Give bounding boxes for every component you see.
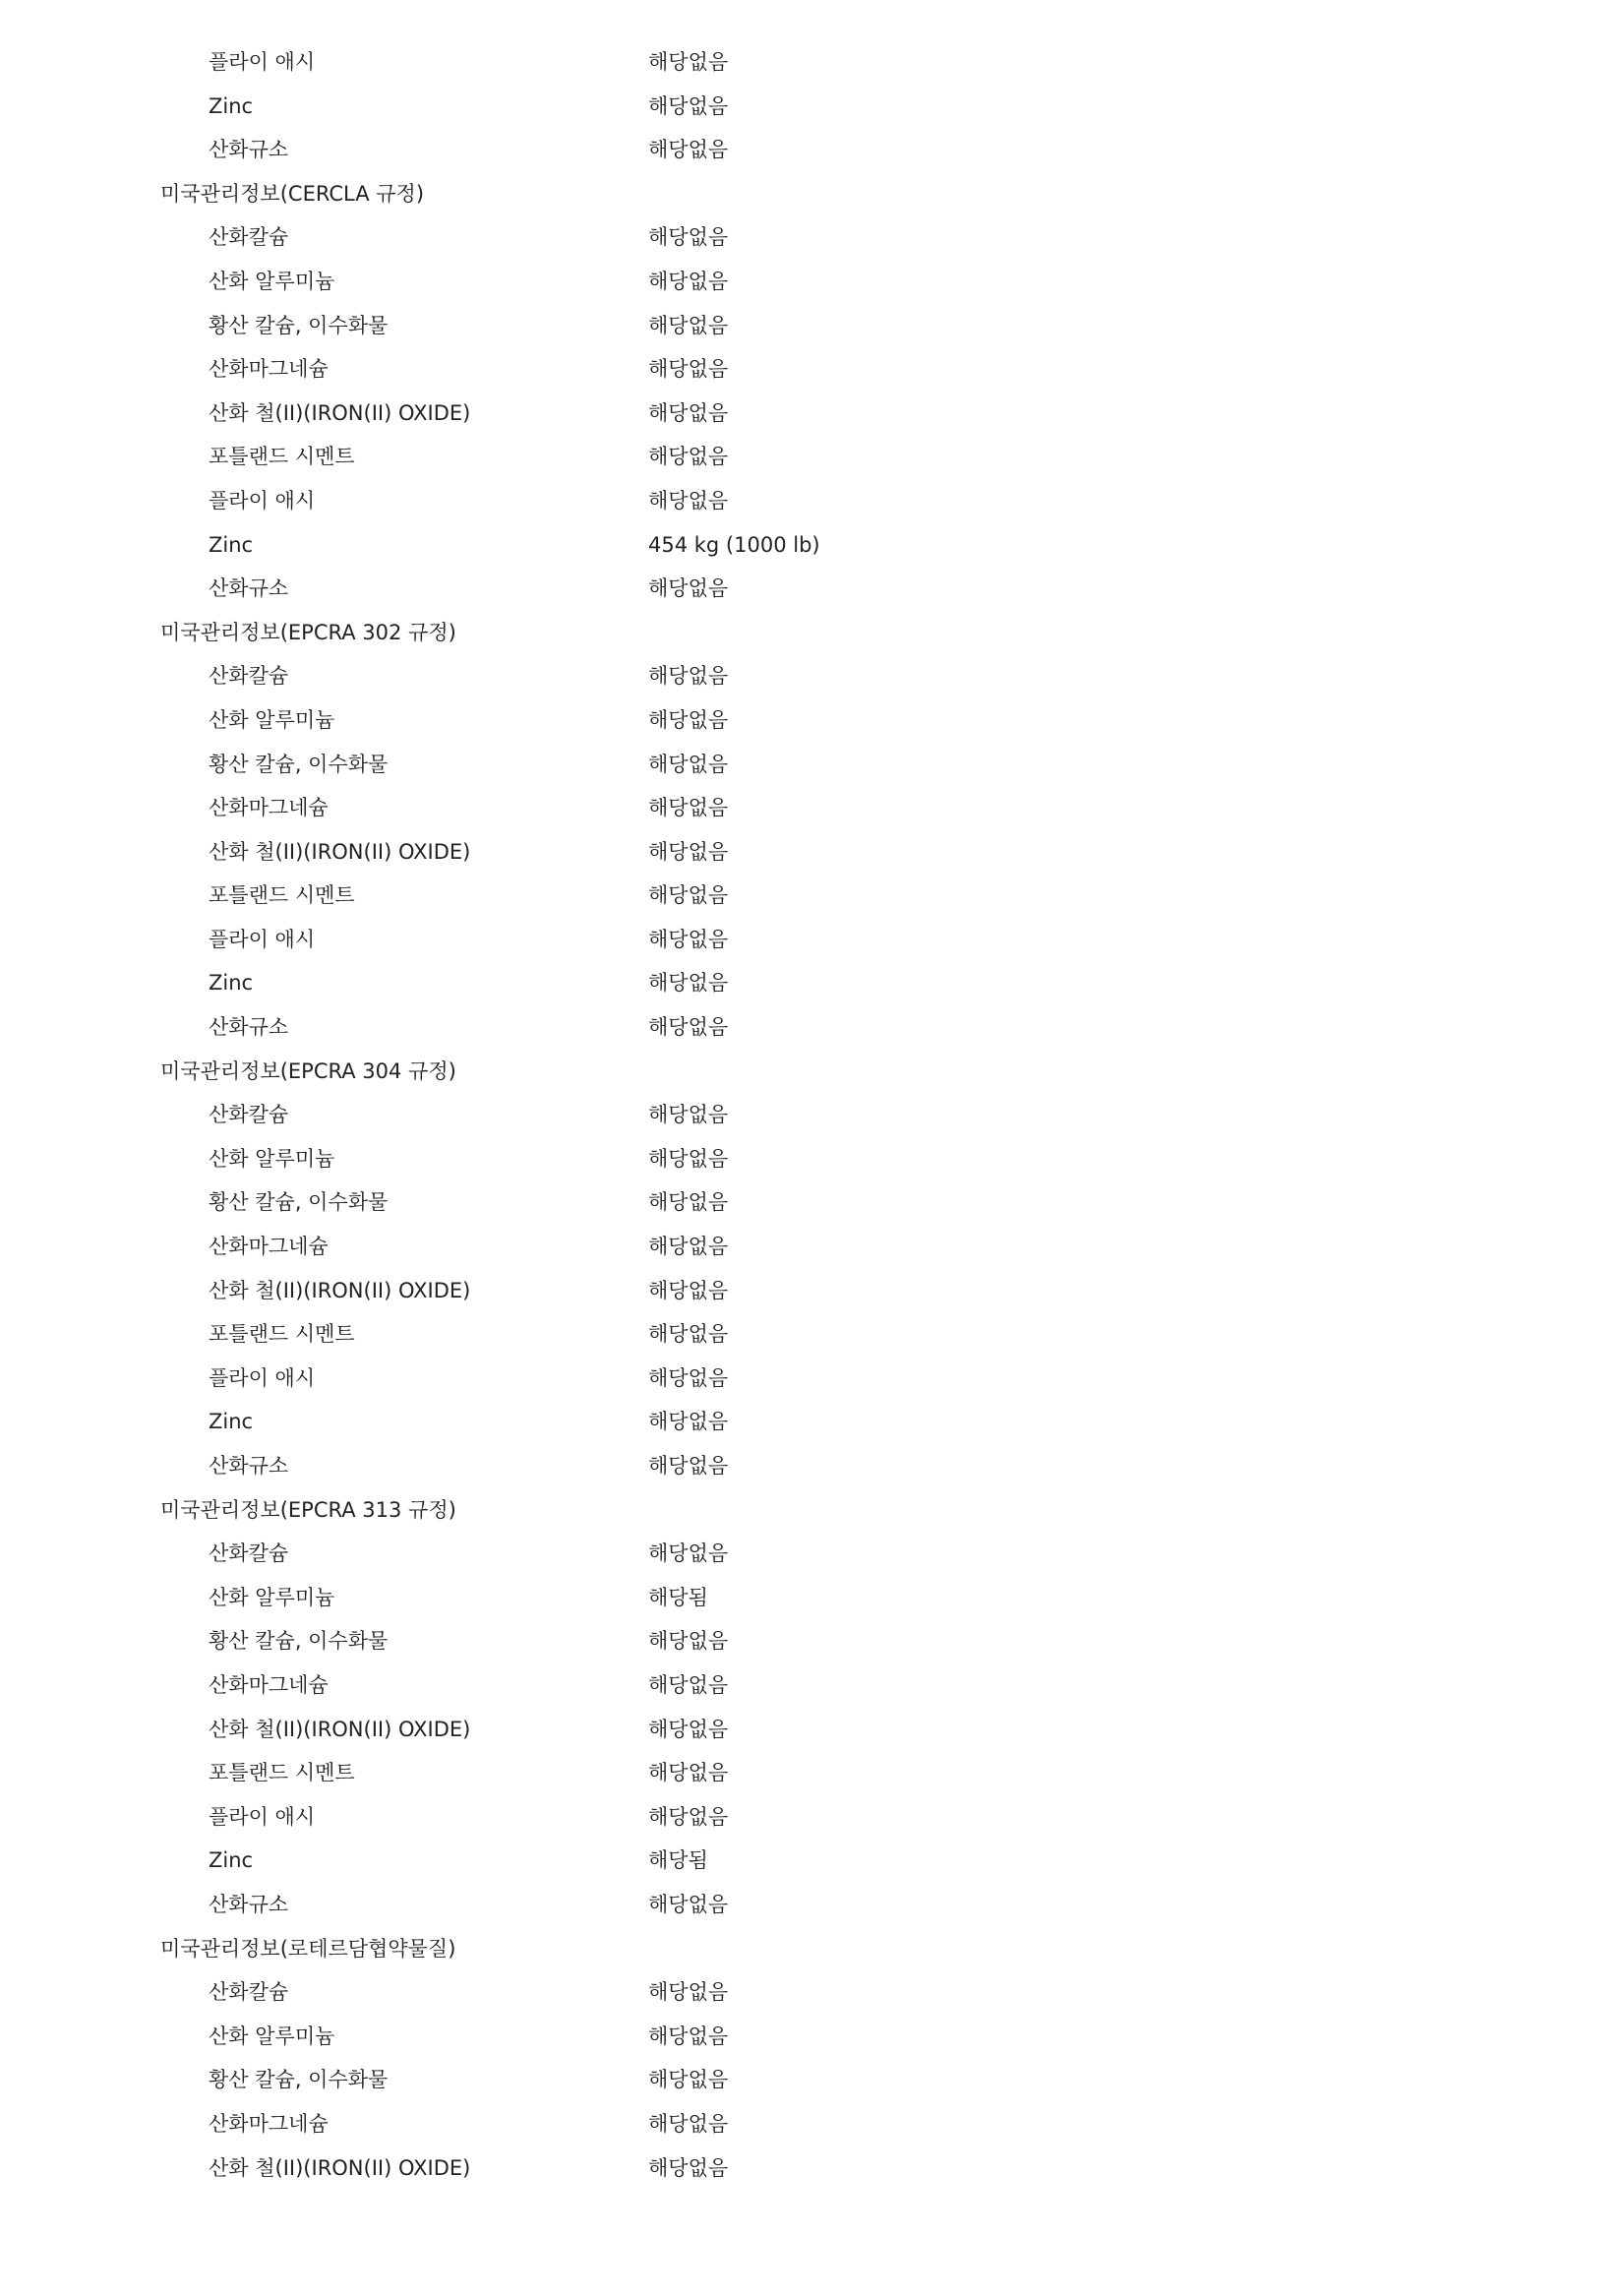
- substance-name: 산화규소: [209, 138, 289, 162]
- substance-name: 산화 알루미늄: [209, 269, 335, 293]
- regulatory-status: 해당없음: [648, 752, 729, 776]
- substance-row: [0, 1005, 1621, 1050]
- substance-name: 포틀랜드 시멘트: [209, 445, 355, 469]
- substance-row: [0, 786, 1621, 830]
- substance-name: 산화규소: [209, 576, 289, 601]
- substance-name: 플라이 애시: [209, 1365, 316, 1390]
- section-header: 미국관리정보(로테르담협약물질): [160, 1936, 456, 1961]
- substance-row: [0, 347, 1621, 392]
- substance-row: [0, 1576, 1621, 1620]
- substance-row: [0, 567, 1621, 611]
- substance-name: Zinc: [209, 93, 254, 118]
- substance-row: [0, 479, 1621, 523]
- substance-row: [0, 40, 1621, 85]
- regulatory-status: 해당없음: [648, 796, 729, 820]
- substance-name: 산화 철(II)(IRON(II) OXIDE): [209, 839, 471, 864]
- substance-row: [0, 1400, 1621, 1444]
- regulatory-status: 해당없음: [648, 1103, 729, 1127]
- substance-name: 산화칼슘: [209, 225, 289, 250]
- substance-row: [0, 2058, 1621, 2102]
- substance-row: [0, 698, 1621, 743]
- regulatory-status: 해당없음: [648, 1454, 729, 1478]
- substance-row: [0, 85, 1621, 129]
- substance-name: Zinc: [209, 1410, 254, 1434]
- substance-name: 산화칼슘: [209, 1980, 289, 2005]
- substance-name: 산화마그네슘: [209, 1235, 329, 1259]
- substance-name: 플라이 애시: [209, 927, 316, 951]
- regulatory-status: 해당없음: [648, 93, 729, 118]
- substance-name: 포틀랜드 시멘트: [209, 1322, 355, 1347]
- regulatory-status: 해당없음: [648, 138, 729, 162]
- substance-row: [0, 1663, 1621, 1708]
- substance-name: Zinc: [209, 532, 254, 557]
- regulatory-status: 해당없음: [648, 1410, 729, 1434]
- substance-row: [0, 743, 1621, 787]
- regulatory-status: 해당없음: [648, 313, 729, 337]
- substance-name: 산화칼슘: [209, 1103, 289, 1127]
- substance-row: [0, 260, 1621, 304]
- substance-row: [0, 1883, 1621, 1927]
- substance-name: 황산 칼슘, 이수화물: [209, 2068, 389, 2092]
- substance-row: [0, 1180, 1621, 1225]
- substance-row: [0, 2102, 1621, 2146]
- substance-row: [0, 2015, 1621, 2059]
- regulatory-status: 해당없음: [648, 576, 729, 601]
- substance-row: [0, 961, 1621, 1005]
- substance-row: [0, 1444, 1621, 1488]
- regulatory-status: 해당없음: [648, 1541, 729, 1566]
- substance-name: 산화 철(II)(IRON(II) OXIDE): [209, 400, 471, 425]
- substance-row: [0, 1269, 1621, 1313]
- regulatory-status: 해당없음: [648, 400, 729, 425]
- substance-row: [0, 1795, 1621, 1840]
- substance-name: 산화칼슘: [209, 664, 289, 689]
- substance-name: 산화마그네슘: [209, 357, 329, 382]
- substance-row: [0, 1532, 1621, 1576]
- substance-row: [0, 1839, 1621, 1883]
- substance-name: 황산 칼슘, 이수화물: [209, 1629, 389, 1654]
- regulatory-status: 해당없음: [648, 1278, 729, 1302]
- regulatory-status: 해당됨: [648, 1848, 708, 1873]
- substance-name: 산화규소: [209, 1454, 289, 1478]
- regulatory-status: 해당없음: [648, 1629, 729, 1654]
- substance-name: 플라이 애시: [209, 1804, 316, 1829]
- regulatory-status: 해당없음: [648, 883, 729, 908]
- substance-row: [0, 435, 1621, 479]
- regulatory-info-document: [0, 40, 1621, 2190]
- substance-row: [0, 918, 1621, 962]
- substance-name: 산화 알루미늄: [209, 1146, 335, 1171]
- substance-name: Zinc: [209, 1848, 254, 1873]
- substance-row: [0, 392, 1621, 436]
- regulatory-status: 해당없음: [648, 357, 729, 382]
- section-header: 미국관리정보(EPCRA 304 규정): [160, 1058, 456, 1083]
- regulatory-status: 해당없음: [648, 1322, 729, 1347]
- substance-row: [0, 2146, 1621, 2191]
- section-header: 미국관리정보(EPCRA 302 규정): [160, 620, 456, 644]
- regulatory-status: 해당없음: [648, 1146, 729, 1171]
- substance-row: [0, 523, 1621, 568]
- regulatory-status: 해당없음: [648, 445, 729, 469]
- regulatory-status: 해당없음: [648, 2111, 729, 2136]
- substance-name: 산화 알루미늄: [209, 707, 335, 732]
- substance-name: 산화규소: [209, 1892, 289, 1916]
- substance-row: [0, 128, 1621, 172]
- regulatory-status: 해당없음: [648, 707, 729, 732]
- regulatory-status: 해당없음: [648, 839, 729, 864]
- regulatory-status: 해당없음: [648, 1761, 729, 1785]
- substance-row: [0, 1137, 1621, 1181]
- substance-name: 산화 알루미늄: [209, 1585, 335, 1609]
- substance-row: [0, 215, 1621, 260]
- substance-name: 산화 철(II)(IRON(II) OXIDE): [209, 2155, 471, 2180]
- section-header: 미국관리정보(EPCRA 313 규정): [160, 1497, 456, 1522]
- substance-name: 산화 철(II)(IRON(II) OXIDE): [209, 1717, 471, 1741]
- regulatory-status: 해당없음: [648, 225, 729, 250]
- regulatory-status: 해당없음: [648, 1015, 729, 1040]
- substance-row: [0, 1708, 1621, 1752]
- substance-name: 산화규소: [209, 1015, 289, 1040]
- section-header: 미국관리정보(CERCLA 규정): [160, 181, 425, 206]
- regulatory-status: 454 kg (1000 lb): [648, 532, 820, 557]
- substance-name: 플라이 애시: [209, 488, 316, 513]
- regulatory-status: 해당없음: [648, 1980, 729, 2005]
- substance-name: Zinc: [209, 971, 254, 996]
- substance-name: 플라이 애시: [209, 50, 316, 74]
- regulatory-status: 해당없음: [648, 1365, 729, 1390]
- regulatory-status: 해당없음: [648, 1804, 729, 1829]
- substance-name: 산화칼슘: [209, 1541, 289, 1566]
- regulatory-status: 해당없음: [648, 2024, 729, 2048]
- substance-row: [0, 1970, 1621, 2015]
- substance-row: [0, 1357, 1621, 1401]
- regulatory-status: 해당없음: [648, 488, 729, 513]
- substance-name: 황산 칼슘, 이수화물: [209, 752, 389, 776]
- substance-name: 산화마그네슘: [209, 2111, 329, 2136]
- substance-row: [0, 1312, 1621, 1357]
- regulatory-status: 해당없음: [648, 1190, 729, 1215]
- substance-row: [0, 874, 1621, 918]
- substance-name: 산화 알루미늄: [209, 2024, 335, 2048]
- regulatory-status: 해당없음: [648, 2155, 729, 2180]
- substance-name: 산화마그네슘: [209, 796, 329, 820]
- regulatory-status: 해당없음: [648, 50, 729, 74]
- regulatory-status: 해당없음: [648, 971, 729, 996]
- regulatory-status: 해당없음: [648, 1672, 729, 1697]
- regulatory-status: 해당없음: [648, 1717, 729, 1741]
- substance-name: 산화 철(II)(IRON(II) OXIDE): [209, 1278, 471, 1302]
- regulatory-status: 해당없음: [648, 1235, 729, 1259]
- substance-name: 포틀랜드 시멘트: [209, 1761, 355, 1785]
- substance-name: 황산 칼슘, 이수화물: [209, 313, 389, 337]
- substance-row: [0, 304, 1621, 348]
- regulatory-status: 해당됨: [648, 1585, 708, 1609]
- substance-name: 황산 칼슘, 이수화물: [209, 1190, 389, 1215]
- regulatory-status: 해당없음: [648, 927, 729, 951]
- substance-row: [0, 1619, 1621, 1663]
- substance-name: 포틀랜드 시멘트: [209, 883, 355, 908]
- regulatory-status: 해당없음: [648, 1892, 729, 1916]
- substance-row: [0, 830, 1621, 875]
- regulatory-status: 해당없음: [648, 2068, 729, 2092]
- regulatory-status: 해당없음: [648, 269, 729, 293]
- substance-row: [0, 1093, 1621, 1137]
- substance-row: [0, 1225, 1621, 1269]
- substance-row: [0, 654, 1621, 698]
- substance-row: [0, 1751, 1621, 1795]
- regulatory-status: 해당없음: [648, 664, 729, 689]
- substance-name: 산화마그네슘: [209, 1672, 329, 1697]
